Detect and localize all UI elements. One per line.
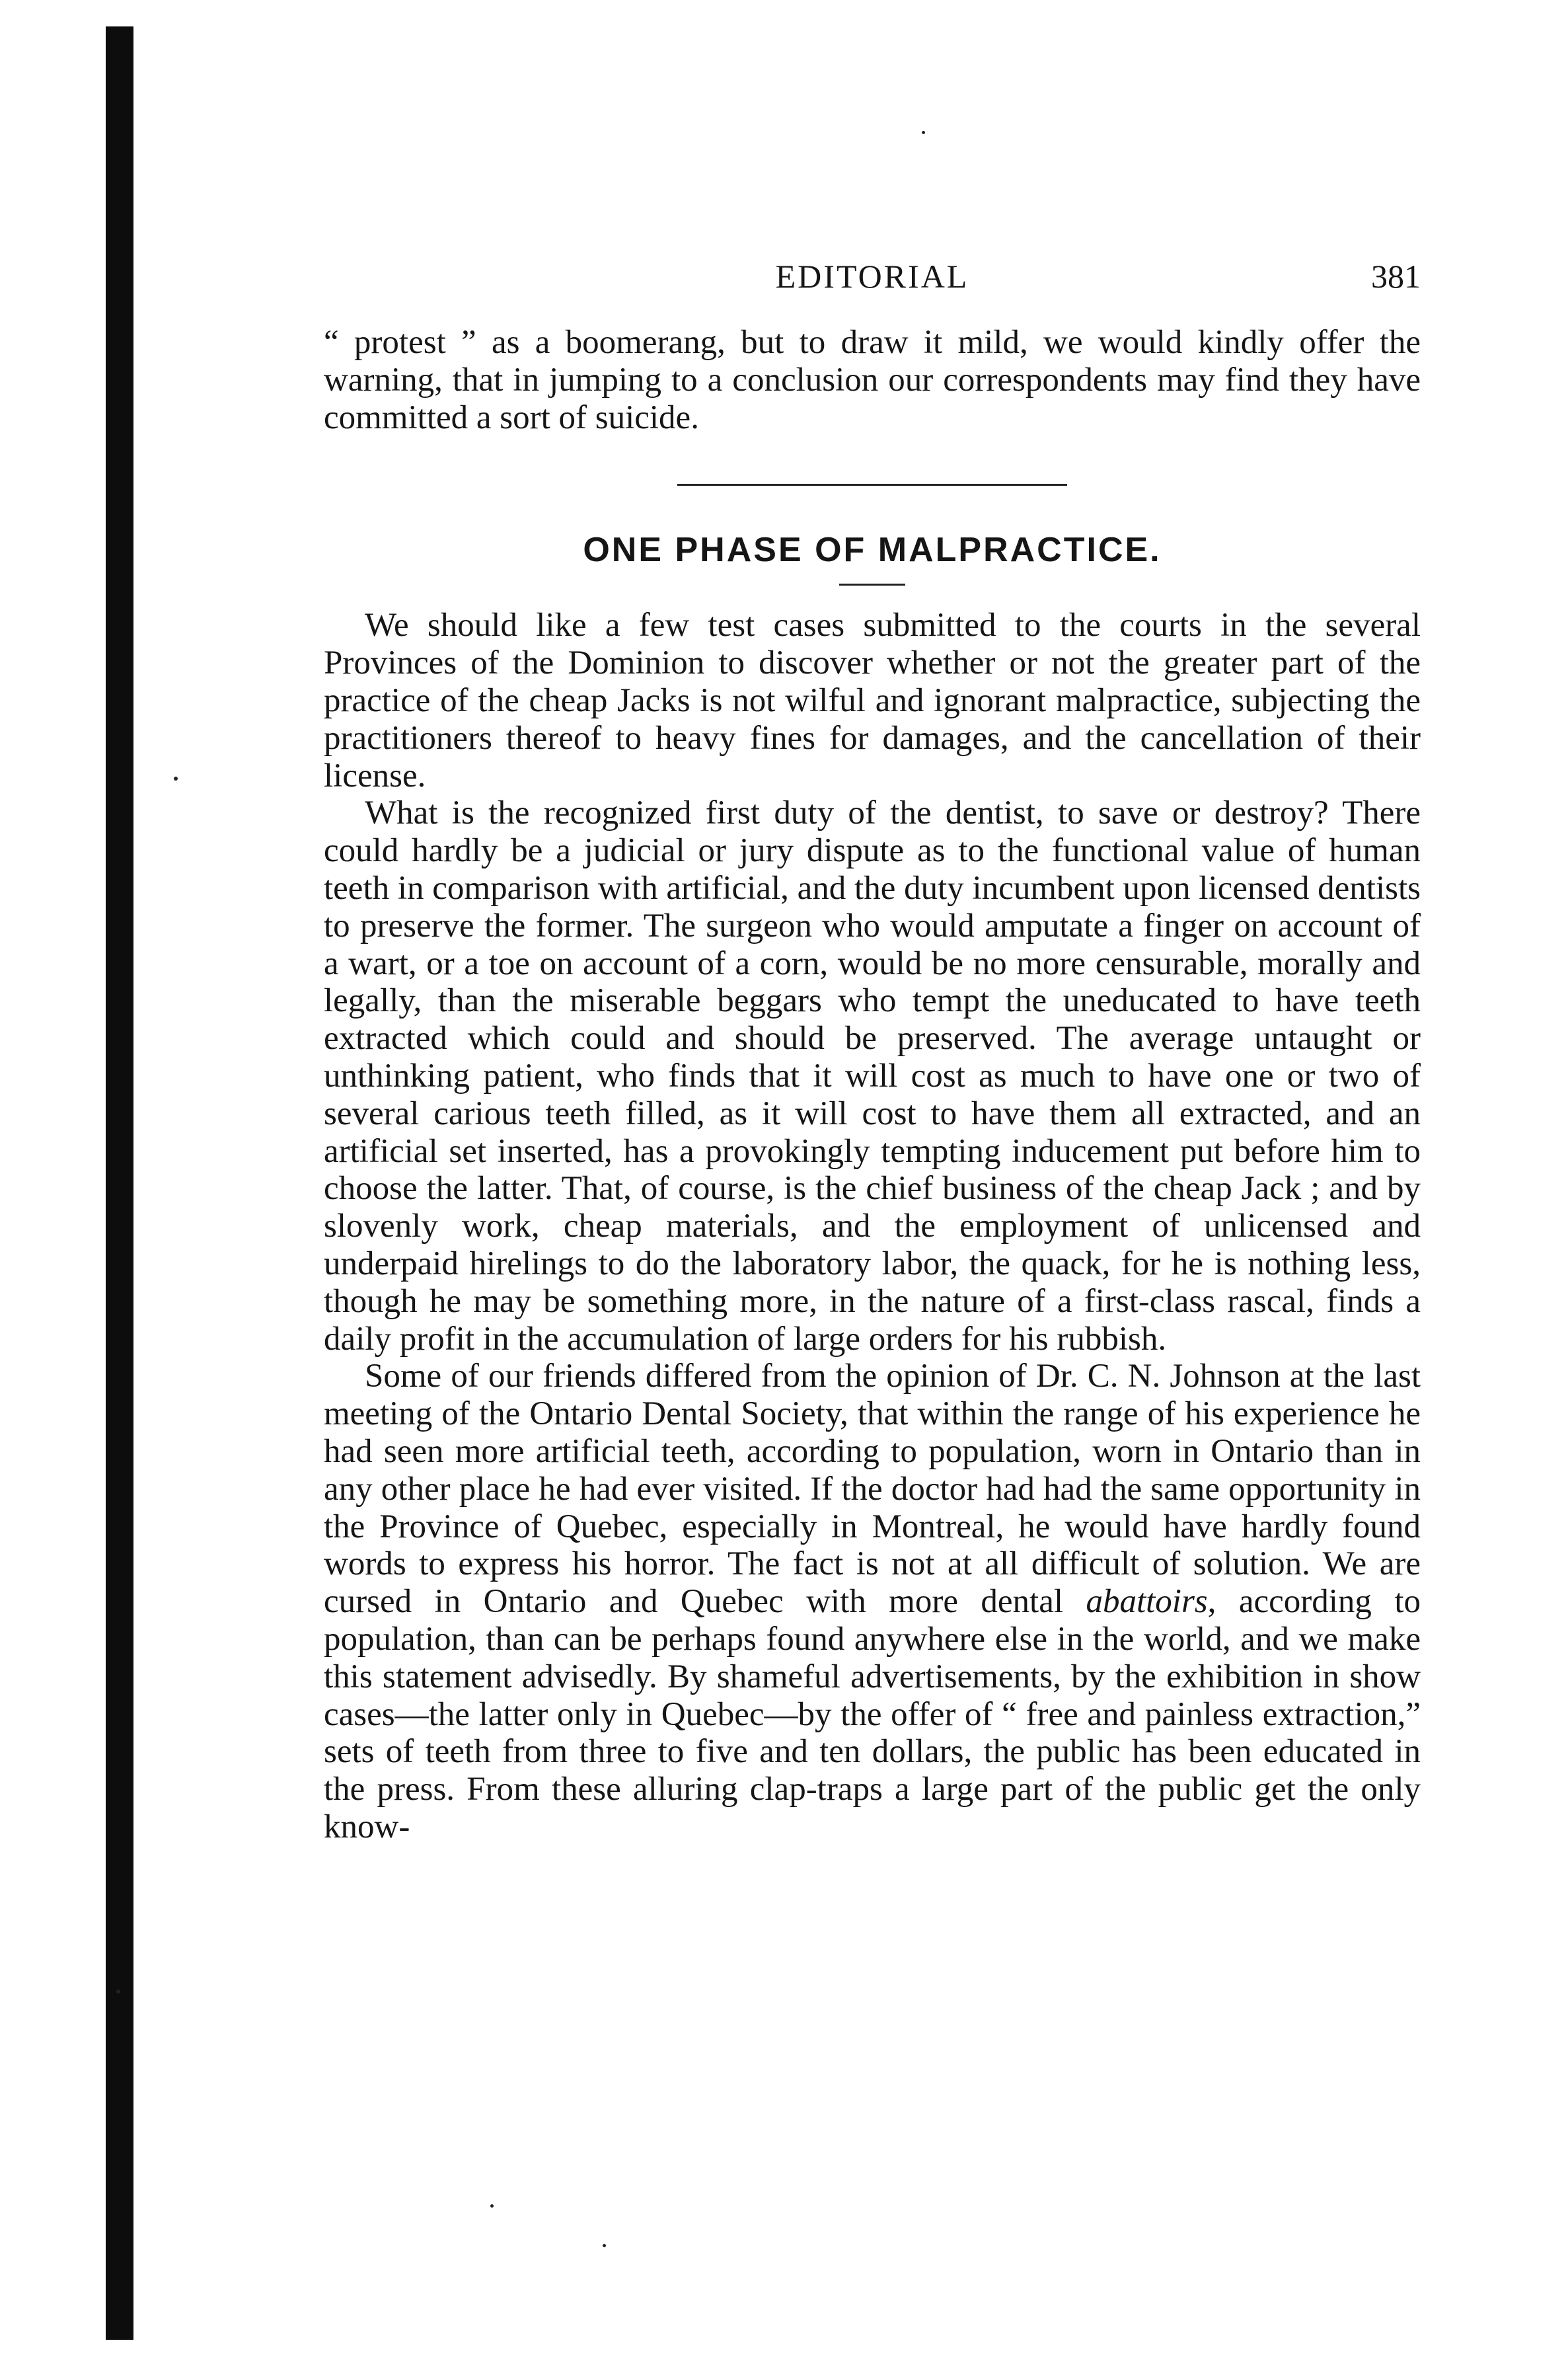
article-paragraph: We should like a few test cases submitted to the courts in the several Provinces of the Dominion to discover whether or not the greater part of the practice of the cheap Jacks is not wilful and ignorant malpractice, subjecting the practitioners thereof to heavy fines for damages, and the cancellation of their license. — [324, 607, 1421, 794]
paragraph-text: Some of our friends differed from the opinion of Dr. C. N. Johnson at the last meeting of the Ontario Dental Society, that within the range of his experience he had seen more artificial teeth, according to population, worn in Ontario than in any other place he had ever visited. If the doctor had had the same opportunity in the Province of Quebec, especially in Montreal, he would have hardly found words to express his horror. The fact is not at all difficult of solution. We are cursed in Ontario and Quebec with more dental — [324, 1358, 1421, 1621]
scan-speck — [490, 2204, 494, 2208]
continued-paragraph: “ protest ” as a boomerang, but to draw it mild, we would kindly offer the warning, that in jumping to a conclusion our correspondents may find they have committed a sort of suicide. — [324, 324, 1421, 436]
article-paragraph — [324, 1358, 1421, 1845]
running-title: EDITORIAL — [775, 258, 969, 295]
article-paragraph: What is the recognized first duty of the dentist, to save or destroy? There could hardly be a judicial or jury dispute as to the functional value of human teeth in comparison with artificial, and the duty incumbent upon licensed dentists to preserve the former. The surgeon who would amputate a finger on account of a wart, or a toe on account of a corn, would be no more censurable, morally and legally, than the miserable beggars who tempt the uneducated to have teeth extracted which could and should be preserved. The average untaught or unthinking patient, who finds that it will cost as much to have one or two of several carious teeth filled, as it will cost to have them all extracted, and an artificial set inserted, has a provokingly tempting inducement put before him to choose the latter. That, of course, is the chief business of the cheap Jack ; and by slovenly work, cheap materials, and the employment of unlicensed and underpaid hirelings to do the laboratory labor, the quack, for he is nothing less, though he may be something more, in the nature of a first-class rascal, finds a daily profit in the accumulation of large orders for his rubbish. — [324, 794, 1421, 1358]
section-divider — [677, 484, 1067, 486]
page-header — [324, 250, 1421, 303]
scan-speck — [174, 777, 178, 781]
scan-speck — [116, 1989, 120, 1993]
scan-speck — [922, 131, 925, 134]
italic-term: abattoirs — [1086, 1583, 1208, 1621]
page-number: 381 — [1371, 258, 1421, 295]
page-body — [324, 324, 1421, 1846]
scan-speck — [603, 2244, 606, 2247]
title-rule — [839, 584, 905, 586]
paragraph-text: , according to population, than can be perhaps found anywhere else in the world, and we make this statement advisedly. By shameful advertisements, by the exhibition in show cases—the latter only in Quebec—by the offer of “ free and painless extraction,” sets of teeth from three to five and ten dollars, the public has been educated in the press. From these alluring clap-traps a large part of the public get the only know- — [324, 1583, 1421, 1845]
article-title: ONE PHASE OF MALPRACTICE. — [583, 531, 1162, 570]
